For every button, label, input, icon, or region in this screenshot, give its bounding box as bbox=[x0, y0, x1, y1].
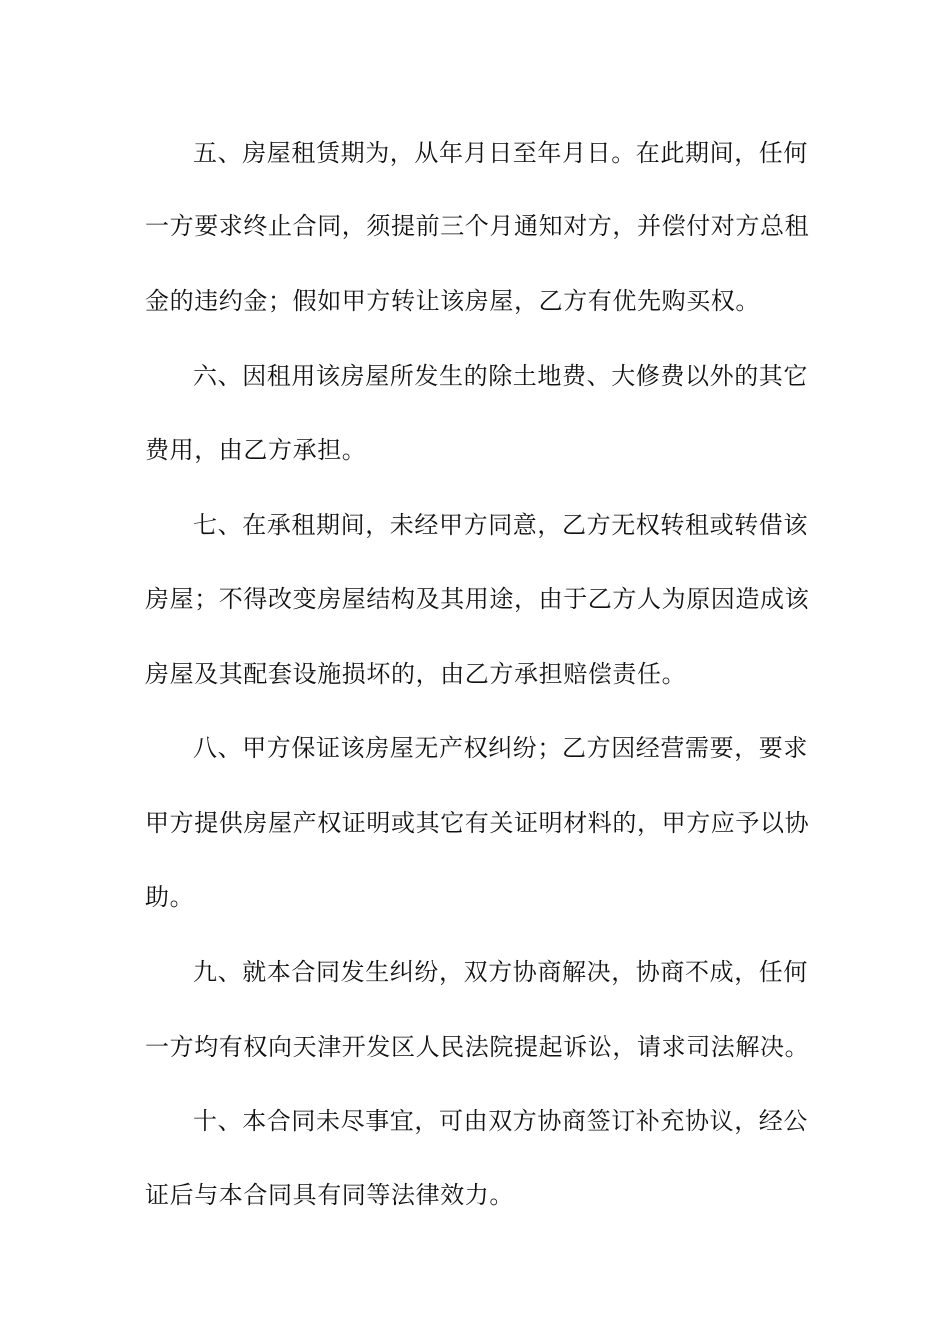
clause-five-line-3: 金的违约金；假如甲方转让该房屋，乙方有优先购买权。 bbox=[145, 287, 760, 315]
clause-ten-line-1: 十、本合同未尽事宜，可由双方协商签订补充协议，经公 bbox=[193, 1107, 808, 1135]
clause-seven-line-1: 七、在承租期间，未经甲方同意，乙方无权转租或转借该 bbox=[193, 511, 808, 539]
clause-six-line-2: 费用，由乙方承担。 bbox=[145, 436, 367, 464]
clause-nine-line-2: 一方均有权向天津开发区人民法院提起诉讼，请求司法解决。 bbox=[145, 1033, 810, 1061]
clause-five-line-1: 五、房屋租赁期为，从年月日至年月日。在此期间，任何 bbox=[193, 139, 808, 167]
clause-seven-line-2: 房屋；不得改变房屋结构及其用途，由于乙方人为原因造成该 bbox=[145, 585, 810, 613]
clause-five-line-2: 一方要求终止合同，须提前三个月通知对方，并偿付对方总租 bbox=[145, 212, 810, 240]
clause-nine-line-1: 九、就本合同发生纠纷，双方协商解决，协商不成，任何 bbox=[193, 958, 808, 986]
clause-eight-line-2: 甲方提供房屋产权证明或其它有关证明材料的，甲方应予以协 bbox=[145, 809, 810, 837]
clause-seven-line-3: 房屋及其配套设施损坏的，由乙方承担赔偿责任。 bbox=[145, 660, 687, 688]
clause-six-line-1: 六、因租用该房屋所发生的除土地费、大修费以外的其它 bbox=[193, 362, 808, 390]
clause-eight-line-1: 八、甲方保证该房屋无产权纠纷；乙方因经营需要，要求 bbox=[193, 734, 808, 762]
clause-eight-line-3: 助。 bbox=[145, 883, 195, 911]
clause-ten-line-2: 证后与本合同具有同等法律效力。 bbox=[145, 1181, 514, 1209]
